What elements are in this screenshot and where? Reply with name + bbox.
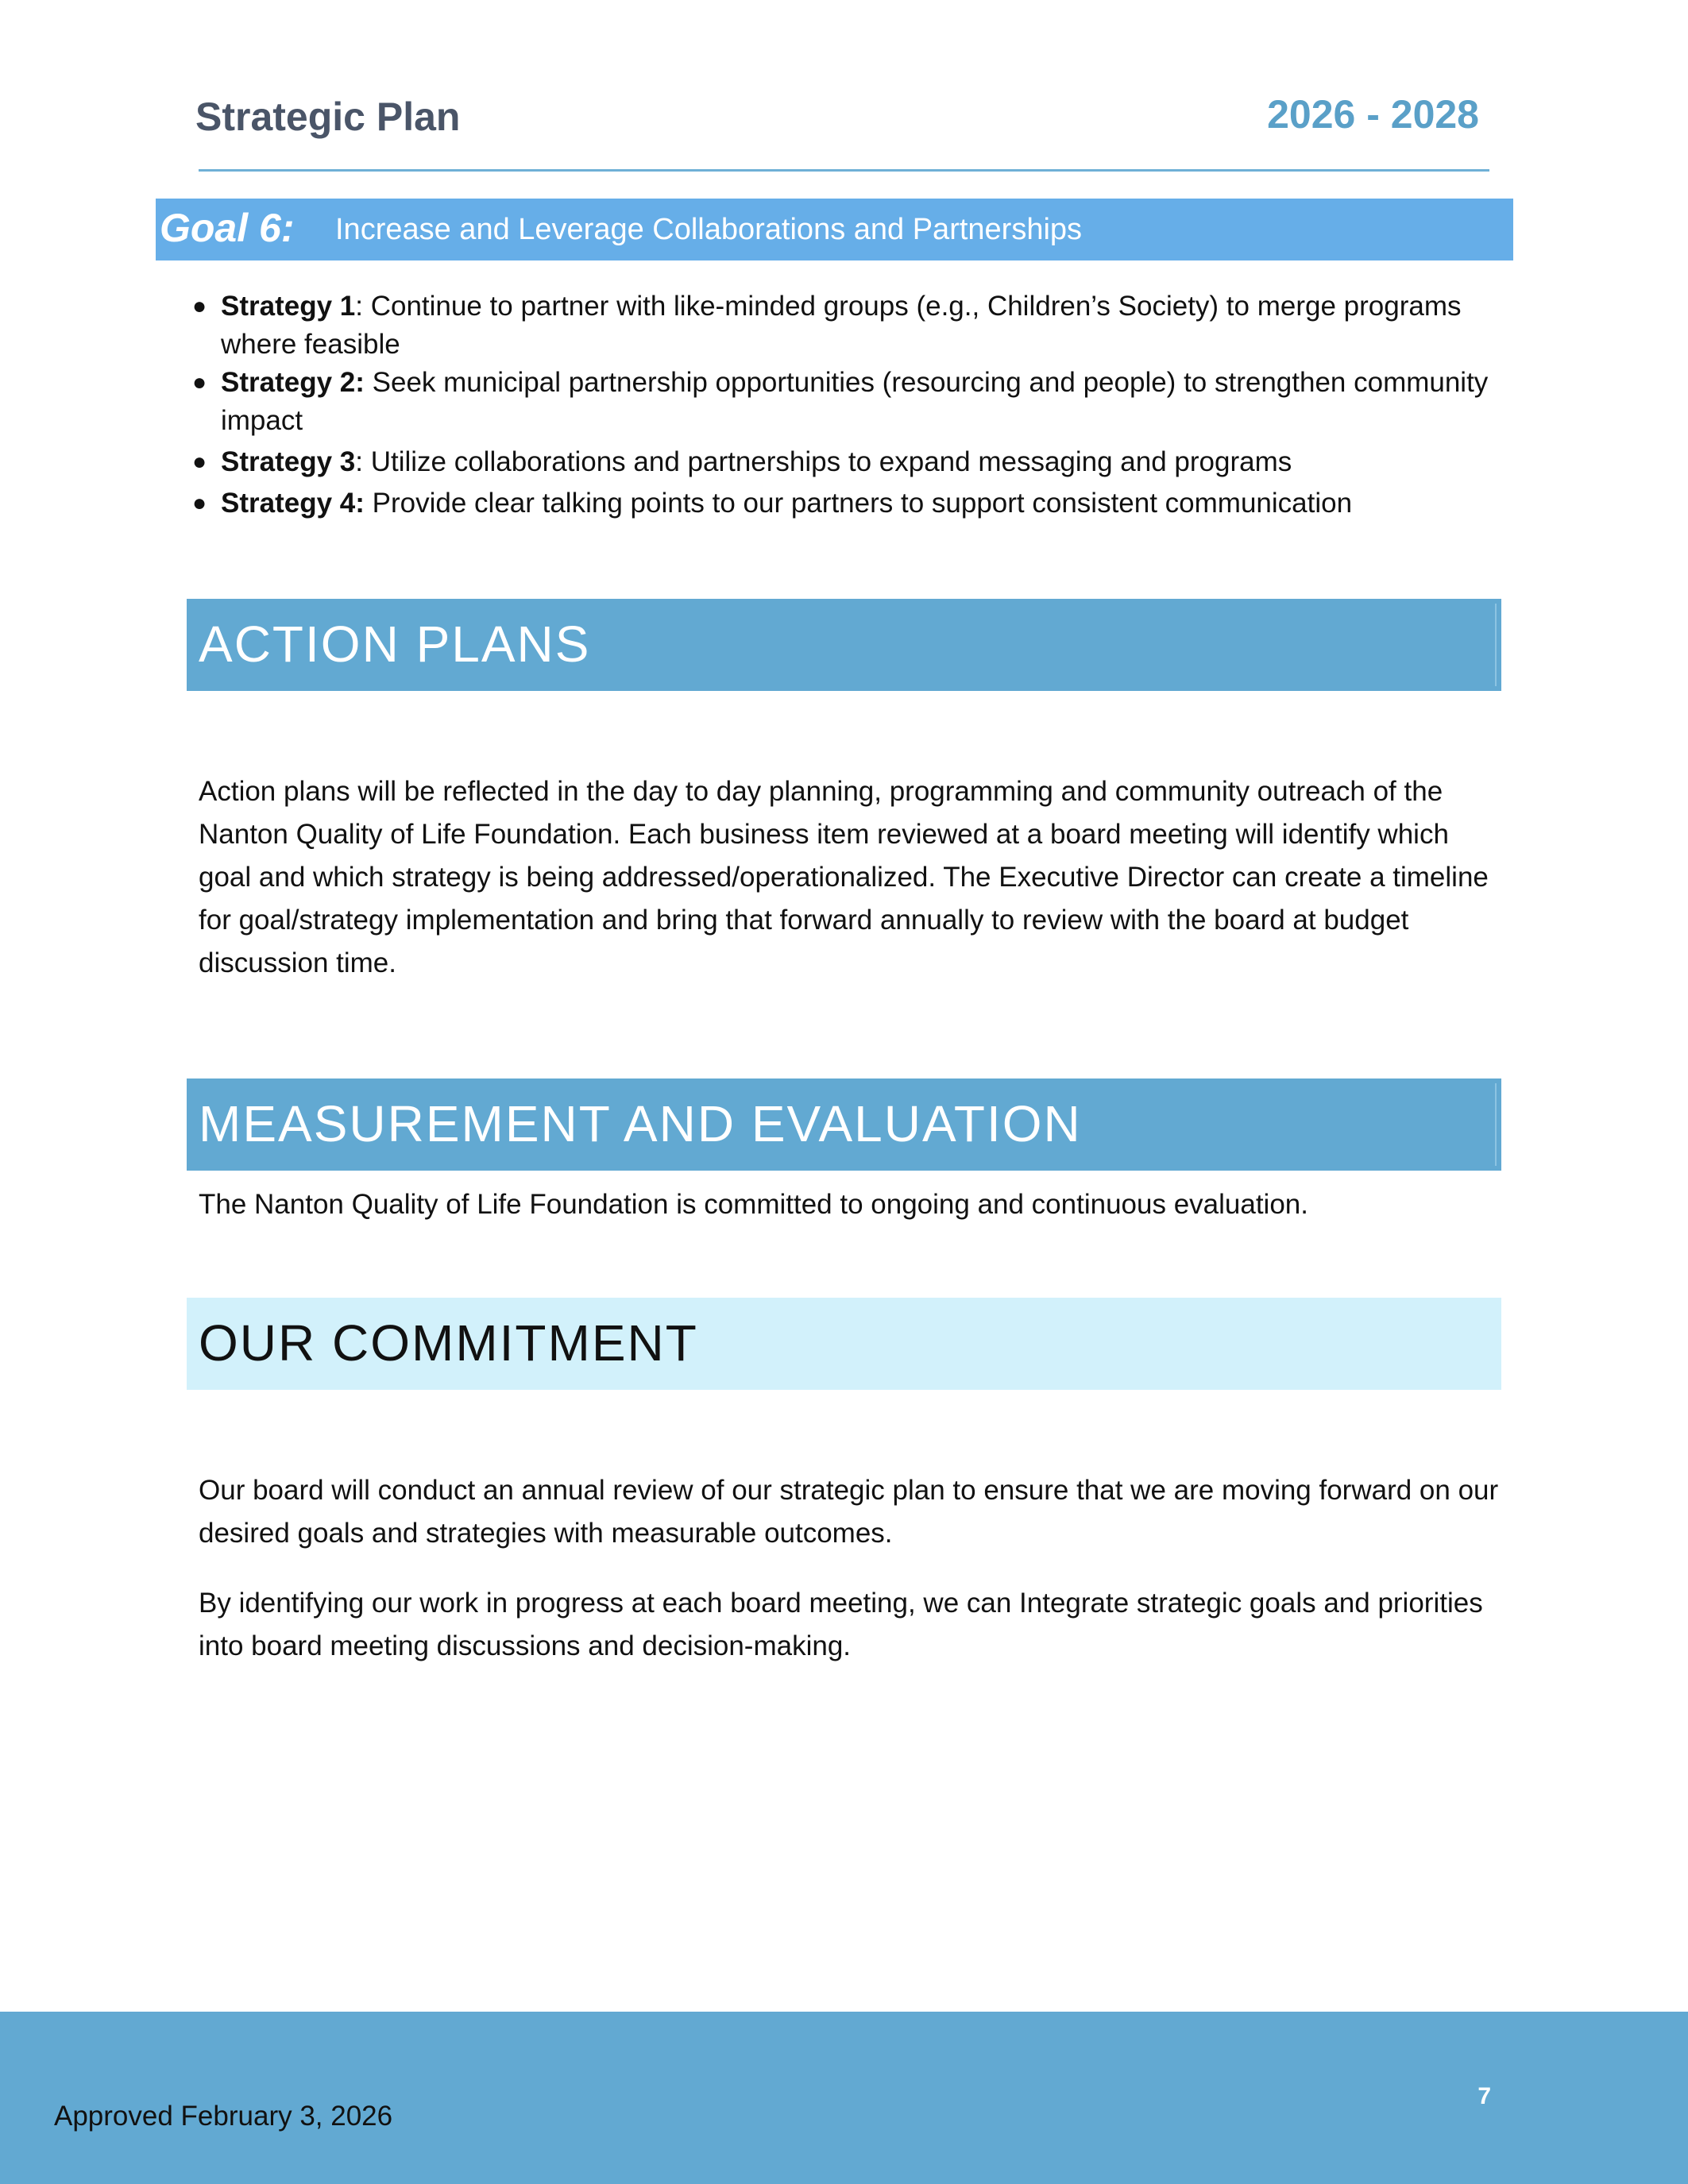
measurement-paragraph: The Nanton Quality of Life Foundation is committed to ongoing and continuous evaluation. xyxy=(199,1189,1308,1220)
goal-label: Goal 6: xyxy=(160,206,295,250)
bullet-icon: ● xyxy=(192,293,207,319)
strategy-text: Provide clear talking points to our partners to support consistent communication xyxy=(372,488,1353,519)
page-number: 7 xyxy=(1477,2083,1491,2109)
strategy-list xyxy=(191,287,1509,523)
strategy-separator: : xyxy=(355,291,371,322)
page-footer xyxy=(0,2012,1688,2184)
bullet-icon: ● xyxy=(192,490,207,516)
strategy-label: Strategy 1 xyxy=(221,291,356,322)
heading-bar-border xyxy=(1495,1083,1497,1166)
measurement-heading-bar xyxy=(187,1078,1501,1171)
measurement-heading: MEASUREMENT AND EVALUATION xyxy=(199,1095,1082,1152)
page-header-title: Strategic Plan xyxy=(195,95,461,139)
commitment-heading-bar xyxy=(187,1298,1501,1390)
strategy-label: Strategy 2: xyxy=(221,367,365,398)
commitment-paragraph-2: By identifying our work in progress at each board meeting, we can Integrate strategic goals and priorities into board meeting discussions and decision-making. xyxy=(199,1588,1483,1661)
header-divider xyxy=(199,169,1489,172)
action-plans-paragraph: Action plans will be reflected in the day to day planning, programming and community outreach of the Nanton Quality of Life Foundation. Each business item reviewed at a board meeting will identify which goal and which strategy is being addressed/operationalized. The Executive Director can create a timeline for goal/strategy implementation and bring that forward annually to review with the board at budget discussion time. xyxy=(199,776,1489,978)
strategy-label: Strategy 3 xyxy=(221,446,356,477)
action-plans-heading-bar xyxy=(187,599,1501,691)
bullet-icon: ● xyxy=(192,449,207,475)
strategy-text: Continue to partner with like-minded groups (e.g., Children’s Society) to merge programs where feasible xyxy=(221,291,1462,360)
commitment-heading: OUR COMMITMENT xyxy=(199,1314,698,1372)
goal-title: Increase and Leverage Collaborations and Partnerships xyxy=(335,213,1083,246)
goal-banner xyxy=(156,199,1513,260)
strategy-separator xyxy=(365,367,373,398)
page-header-years: 2026 - 2028 xyxy=(1267,92,1479,137)
action-plans-heading: ACTION PLANS xyxy=(199,615,591,673)
approval-date: Approved February 3, 2026 xyxy=(54,2101,393,2132)
strategy-separator: : xyxy=(355,446,371,477)
strategy-item xyxy=(191,484,1509,523)
strategy-separator xyxy=(365,488,373,519)
commitment-paragraph-1: Our board will conduct an annual review of our strategic plan to ensure that we are moving forward on our desired goals and strategies with measurable outcomes. xyxy=(199,1475,1499,1549)
strategy-text: Utilize collaborations and partnerships to expand messaging and programs xyxy=(370,446,1292,477)
bullet-icon: ● xyxy=(192,369,207,396)
strategy-item xyxy=(191,287,1509,364)
strategy-text: Seek municipal partnership opportunities (resourcing and people) to strengthen community impact xyxy=(221,367,1489,436)
heading-bar-border xyxy=(1495,604,1497,686)
strategy-item xyxy=(191,364,1509,440)
strategy-item xyxy=(191,443,1509,481)
strategy-label: Strategy 4: xyxy=(221,488,365,519)
